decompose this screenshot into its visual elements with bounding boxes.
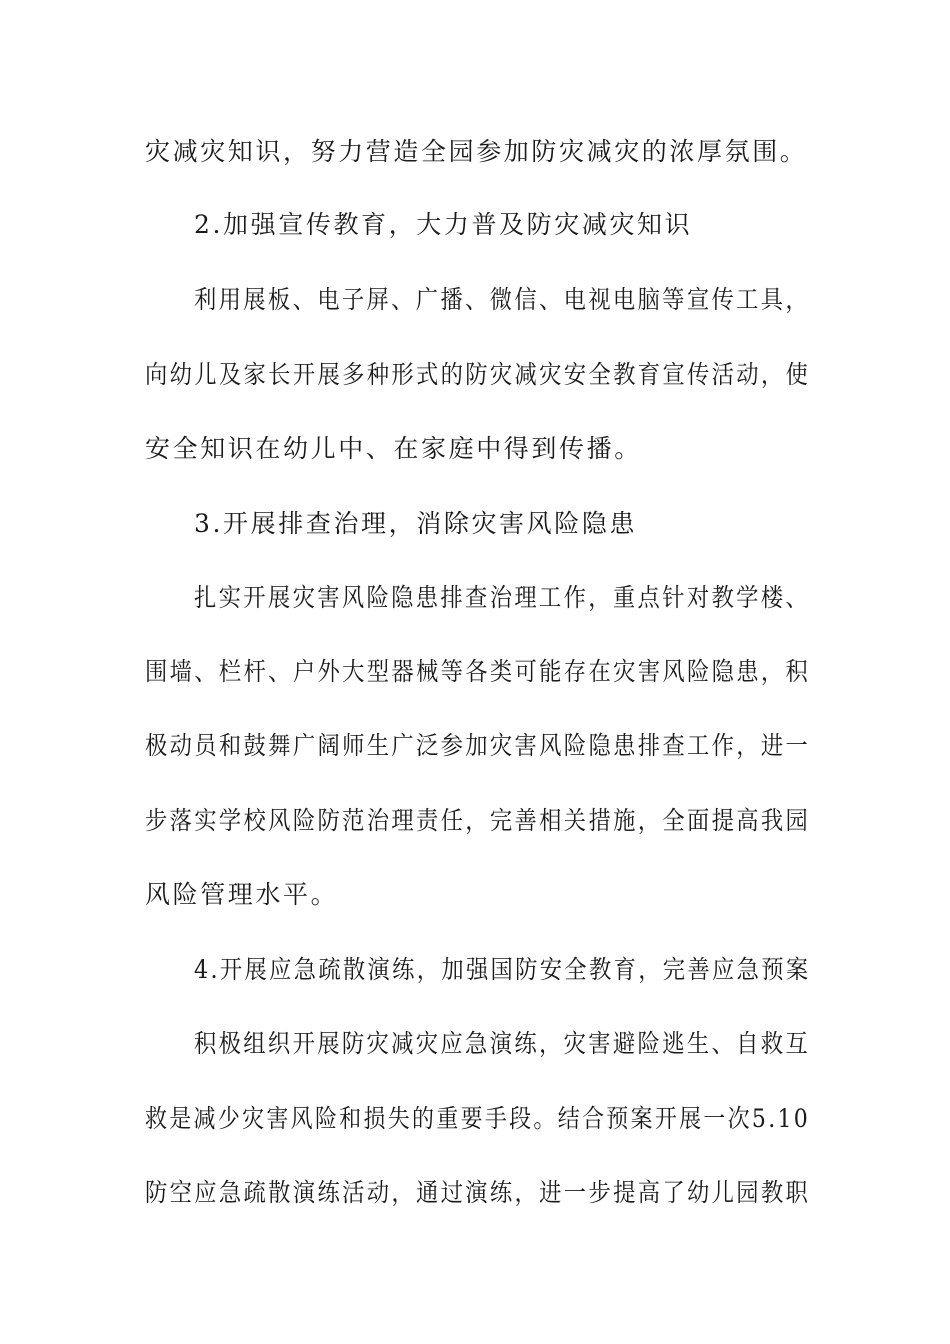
paragraph-line: 风险管理水平。 bbox=[145, 880, 339, 909]
paragraph-line: 向幼儿及家长开展多种形式的防灾减灾安全教育宣传活动，使 bbox=[145, 360, 811, 389]
paragraph-continuation-line: 灾减灾知识，努力营造全园参加防灾减灾的浓厚氛围。 bbox=[145, 137, 808, 166]
paragraph-line: 步落实学校风险防范治理责任，完善相关措施，全面提高我园 bbox=[145, 806, 811, 835]
section-heading-2: 2.加强宣传教育，大力普及防灾减灾知识 bbox=[194, 210, 693, 239]
paragraph-line: 利用展板、电子屏、广播、微信、电视电脑等宣传工具， bbox=[194, 285, 811, 314]
paragraph-line: 极动员和鼓舞广阔师生广泛参加灾害风险隐患排查工作，进一 bbox=[145, 731, 811, 760]
section-heading-3: 3.开展排查治理，消除灾害风险隐患 bbox=[194, 509, 638, 538]
paragraph-line: 防空应急疏散演练活动，通过演练，进一步提高了幼儿园教职 bbox=[145, 1178, 811, 1207]
section-heading-4: 4.开展应急疏散演练，加强国防安全教育，完善应急预案 bbox=[194, 955, 811, 984]
paragraph-line: 围墙、栏杆、户外大型器械等各类可能存在灾害风险隐患，积 bbox=[145, 657, 811, 686]
paragraph-line: 积极组织开展防灾减灾应急演练，灾害避险逃生、自救互 bbox=[194, 1029, 811, 1058]
paragraph-line: 救是减少灾害风险和损失的重要手段。结合预案开展一次5.10 bbox=[145, 1104, 811, 1133]
paragraph-line: 安全知识在幼儿中、在家庭中得到传播。 bbox=[145, 434, 642, 463]
paragraph-line: 扎实开展灾害风险隐患排查治理工作，重点针对教学楼、 bbox=[194, 583, 811, 612]
